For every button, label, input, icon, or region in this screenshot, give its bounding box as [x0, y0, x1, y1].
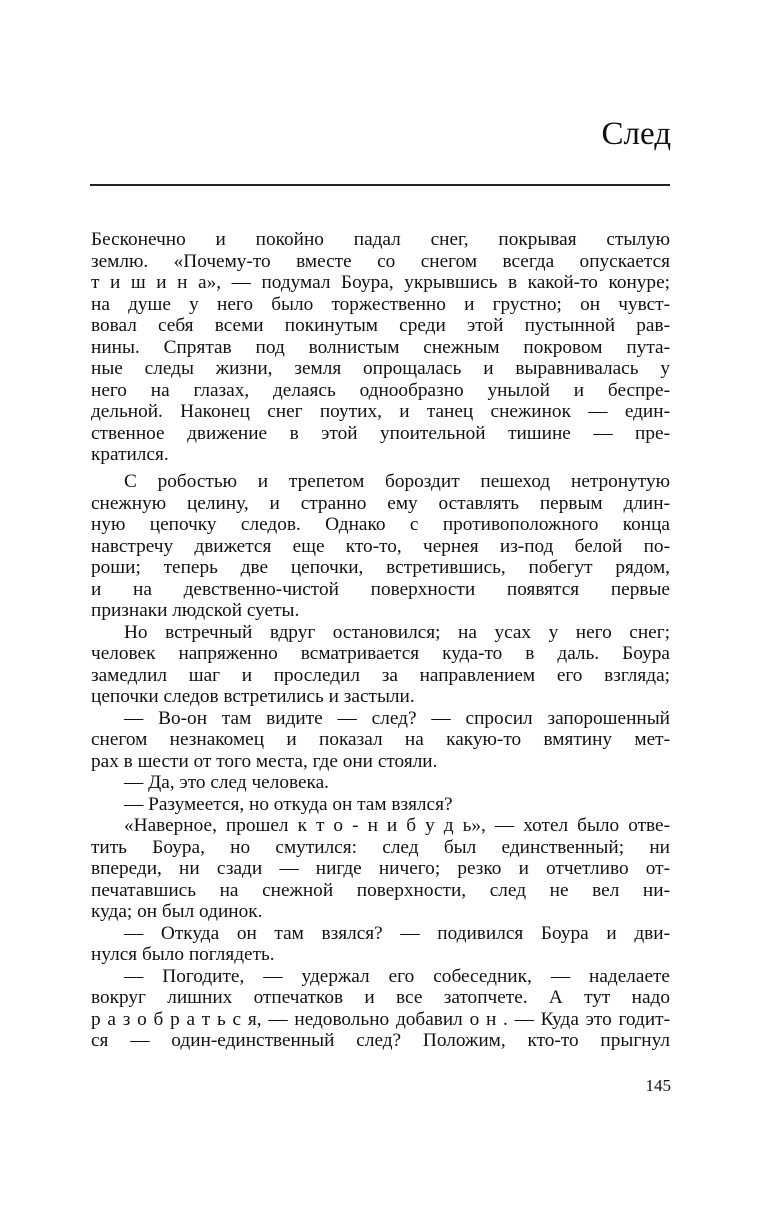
text-line: нины. Спрятав под волнистым снежным покровом пута-: [91, 336, 670, 358]
text-line: ся — один-единственный след? Положим, кто-то прыгнул: [91, 1030, 670, 1051]
text-line: человек напряженно всматривается куда-то в даль. Боура: [91, 643, 670, 664]
page-number: 145: [645, 1076, 671, 1095]
title-rule: [90, 184, 670, 186]
paragraph: [91, 229, 670, 466]
text-line: печатавшись на снежной поверхности, след не вел ни-: [91, 879, 670, 901]
text-line: р а з о б р а т ь с я, — недовольно добавил о н . — Куда это годит-: [91, 1008, 670, 1030]
text-line: тить Боура, но смутился: след был единственный; ни: [91, 836, 670, 858]
text-line: — Откуда он там взялся? — подивился Боура и дви-: [124, 922, 670, 944]
text-line: снегом незнакомец и показал на какую-то вмятину мет-: [91, 729, 670, 750]
text-line: навстречу движется еще кто-то, чернея из-под белой по-: [91, 535, 670, 557]
paragraph: [91, 966, 670, 1052]
text-line: ные следы жизни, земля опрощалась и выравнивалась у: [91, 358, 670, 379]
paragraph: [91, 815, 670, 923]
text-line: роши; теперь две цепочки, встретившись, побегут рядом,: [91, 557, 670, 578]
text-line: рах в шести от того места, где они стояли.: [91, 750, 438, 772]
text-line: замедлил шаг и проследил за направлением его взгляда;: [91, 664, 670, 686]
text-line: Но встречный вдруг остановился; на усах у него снег;: [124, 621, 670, 643]
text-line: него на глазах, делаясь однообразно унылой и беспре-: [91, 379, 670, 401]
text-line: — Погодите, — удержал его собеседник, — наделаете: [124, 965, 670, 987]
paragraph: [91, 772, 670, 794]
text-line: и на девственно-чистой поверхности появятся первые: [91, 578, 670, 600]
text-line: ную цепочку следов. Однако с противоположного конца: [91, 514, 670, 535]
text-line: Бесконечно и покойно падал снег, покрывая стылую: [91, 229, 670, 250]
text-line: нулся было поглядеть.: [91, 944, 275, 965]
text-line: — Во-он там видите — след? — спросил запорошенный: [124, 707, 670, 729]
body-text: [91, 229, 670, 1052]
text-line: — Разумеется, но откуда он там взялся?: [124, 793, 453, 815]
text-line: ственное движение в этой упоительной тишине — пре-: [91, 422, 670, 444]
paragraph: [91, 622, 670, 708]
text-line: впереди, ни сзади — нигде ничего; резко и отчетливо от-: [91, 858, 670, 879]
text-line: куда; он был одинок.: [91, 901, 263, 922]
text-line: т и ш и н а», — подумал Боура, укрывшись в какой-то конуре;: [91, 272, 670, 293]
text-line: кратился.: [91, 444, 169, 465]
text-line: вовал себя всеми покинутым среди этой пустынной рав-: [91, 315, 670, 336]
chapter-title: След: [601, 116, 671, 152]
text-line: на душе у него было торжественно и грустно; он чувст-: [91, 293, 670, 315]
paragraph: [91, 794, 670, 816]
text-line: С робостью и трепетом бороздит пешеход нетронутую: [124, 471, 670, 492]
text-line: цепочки следов встретились и застыли.: [91, 686, 415, 707]
text-line: землю. «Почему-то вместе со снегом всегда опускается: [91, 250, 670, 272]
text-line: снежную целину, и странно ему оставлять первым длин-: [91, 492, 670, 514]
paragraph: [91, 923, 670, 966]
text-line: признаки людской суеты.: [91, 600, 300, 621]
paragraph: [91, 471, 670, 622]
paragraph: [91, 708, 670, 773]
text-line: вокруг лишних отпечатков и все затопчете. А тут надо: [91, 987, 670, 1008]
text-line: «Наверное, прошел к т о - н и б у д ь», — хотел было отве-: [124, 815, 670, 836]
text-line: — Да, это след человека.: [124, 772, 329, 793]
text-line: дельной. Наконец снег поутих, и танец снежинок — един-: [91, 401, 670, 422]
